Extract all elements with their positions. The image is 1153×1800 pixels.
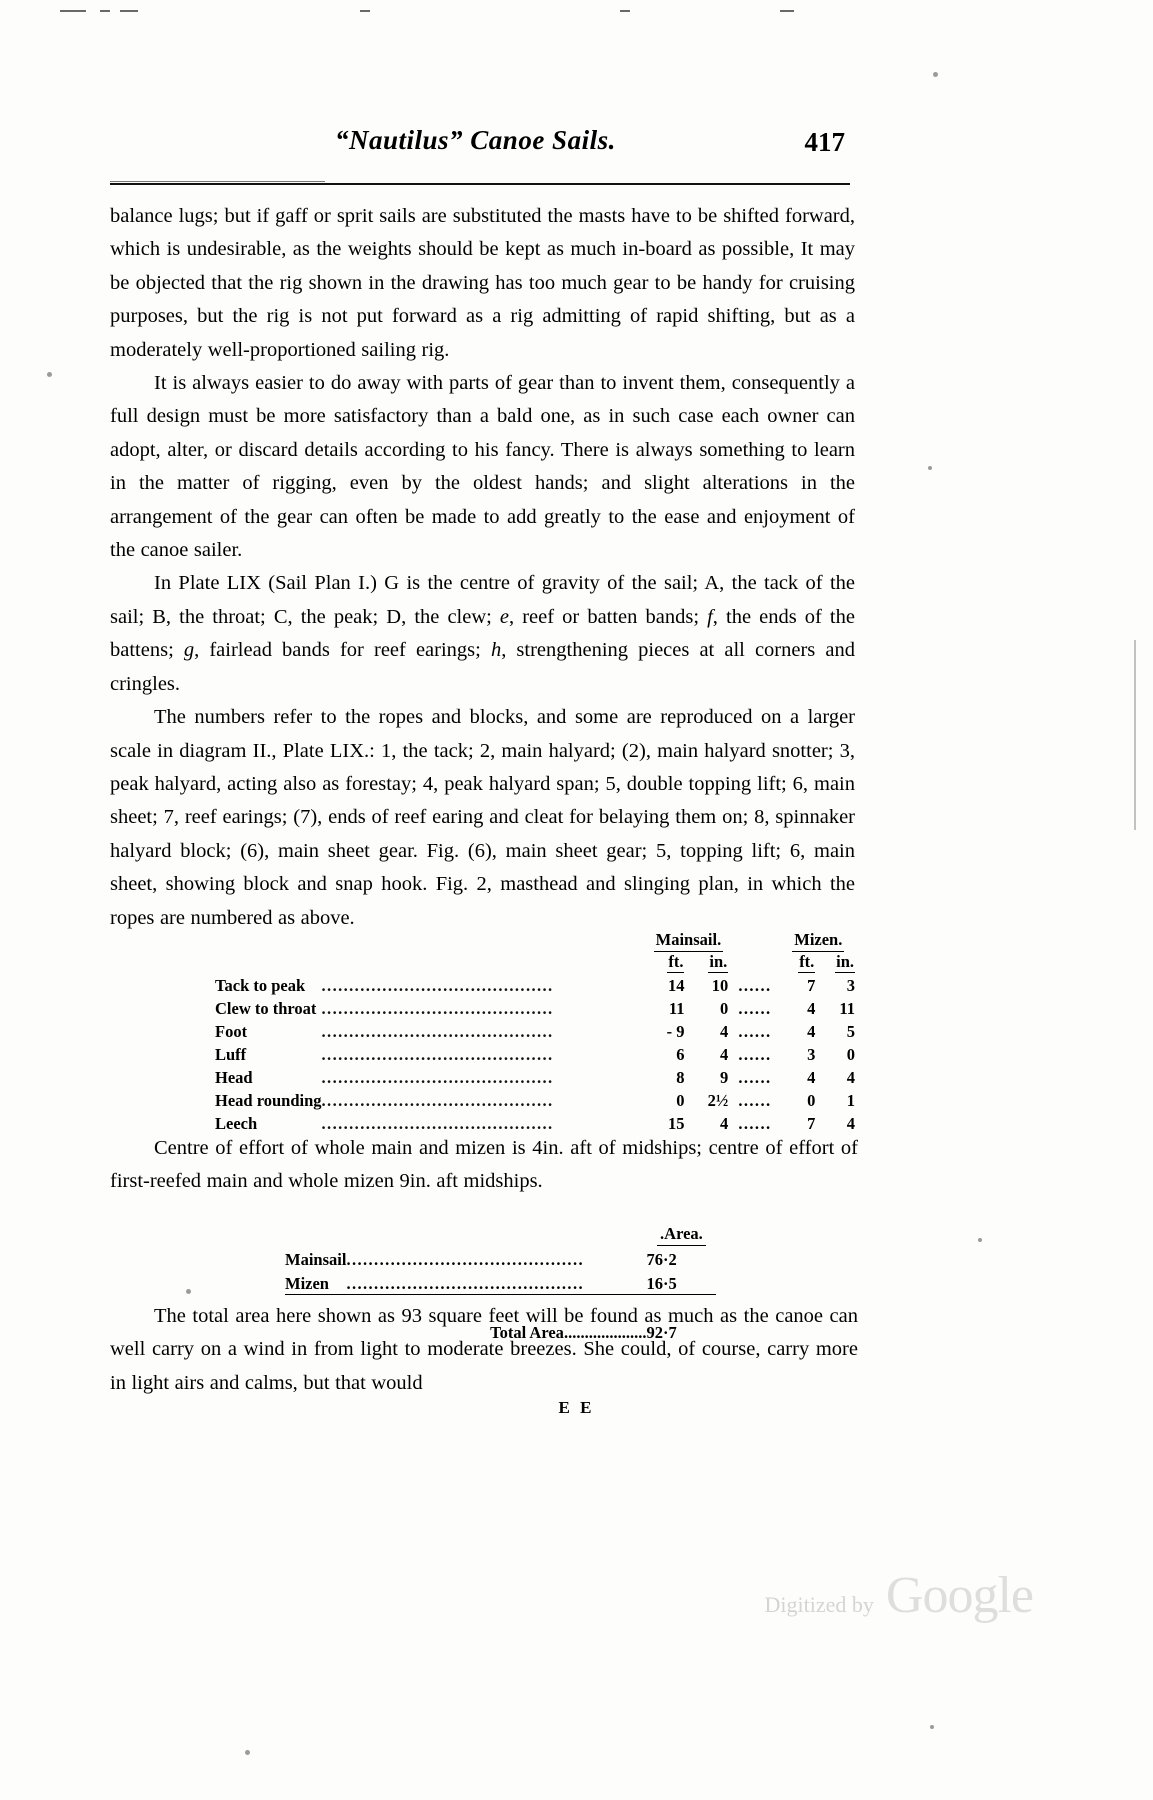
scan-edge-marks	[60, 10, 820, 14]
area-row-label: Mainsail	[285, 1250, 347, 1269]
closing-paragraph-wrap	[110, 1300, 858, 1400]
table-row	[215, 973, 855, 996]
scan-speck	[978, 1238, 982, 1242]
row-miz-in: 4	[846, 1114, 855, 1133]
table-row	[215, 1111, 855, 1134]
row-main-ft: 6	[676, 1045, 685, 1064]
google-brand-text: Google	[885, 1567, 1033, 1624]
row-main-in: 2½	[707, 1091, 729, 1110]
p3-part-c: , the ends of the battens;	[110, 605, 855, 662]
paragraph-2: It is always easier to do away with parts of gear than to invent them, consequently a full design must be more satisfactory than a bald one, as in such case each owner can adopt, alter, or discard details according to his fancy. There is always something to learn in the matter of rigging, even by the oldest hands; and slight alterations in the arrangement of the gear can often be made to add greatly to the ease and enjoyment of the canoe sailer.	[110, 372, 855, 562]
header-rule	[110, 183, 850, 185]
p3-part-end: , strengthening pieces at all corners and cringles.	[110, 639, 855, 695]
row-label: Head	[215, 1068, 253, 1087]
row-miz-ft: 0	[807, 1091, 816, 1110]
italic-f: f	[707, 605, 713, 628]
row-label: Leech	[215, 1114, 258, 1133]
row-leader: ..........................................	[321, 976, 554, 995]
italic-h: h	[490, 639, 502, 662]
group-header-mizen: Mizen.	[792, 930, 844, 952]
area-row-value: 16·5	[646, 1274, 677, 1293]
paragraph-6: The total area here shown as 93 square feet will be found as much as the canoe can well carry on a wind in from light to moderate breezes. She could, of course, carry more in light airs and calms, but that would	[110, 1305, 858, 1394]
digitized-by-label: Digitized by	[764, 1592, 874, 1617]
scan-speck	[928, 466, 932, 470]
table-row	[215, 1065, 855, 1088]
table-row	[215, 1019, 855, 1042]
row-main-ft: 0	[676, 1091, 685, 1110]
row-label: Luff	[215, 1045, 247, 1064]
group-header-mainsail: Mainsail.	[654, 930, 724, 952]
table-unit-header-row	[215, 952, 855, 973]
page-title: “Nautilus” Canoe Sails.	[335, 125, 616, 155]
row-main-ft: 8	[676, 1068, 685, 1087]
unit-main-in: in.	[709, 952, 728, 971]
paragraph-3	[110, 567, 855, 701]
area-total-leader: ....................	[563, 1323, 647, 1342]
row-miz-in: 1	[846, 1091, 855, 1110]
unit-miz-in: in.	[836, 952, 854, 971]
row-leader: ..........................................	[321, 1114, 554, 1133]
row-miz-in: 3	[846, 976, 855, 995]
scan-speck	[245, 1750, 250, 1755]
row-dots: ......	[738, 1091, 772, 1110]
row-main-ft: 11	[668, 999, 685, 1018]
p3-part-b: , reef or batten bands;	[509, 605, 708, 628]
area-row-label: Mizen	[285, 1274, 329, 1293]
row-main-in: 9	[720, 1068, 729, 1087]
area-row-leader: ...........................................	[346, 1250, 585, 1269]
row-miz-ft: 4	[807, 1068, 816, 1087]
table-row	[215, 996, 855, 1019]
scan-speck	[930, 1725, 934, 1729]
row-leader: ..........................................	[321, 999, 554, 1018]
area-row-value: 76·2	[646, 1250, 677, 1269]
p3-part-d: , fairlead bands for reef earings;	[194, 639, 491, 662]
row-main-in: 0	[720, 999, 729, 1018]
row-label: Tack to peak	[215, 976, 306, 995]
page-header	[110, 125, 850, 187]
row-main-in: 4	[720, 1022, 729, 1041]
row-main-in: 4	[720, 1045, 729, 1064]
row-leader: ..........................................	[321, 1022, 554, 1041]
google-watermark	[765, 1566, 1033, 1625]
paragraph-4: The numbers refer to the ropes and blocks, and some are reproduced on a larger scale in diagram II., Plate LIX.: 1, the tack; 2, main halyard; (2), main halyard snotter; 3, peak halyard, acting also as forestay; 4, peak halyard span; 5, double topping lift; 6, main sheet; 7, reef earings; (7), ends of reef earing and cleat for belaying them on; 8, spinnaker halyard block; (6), main sheet gear. Fig. (6), main sheet gear; 5, topping lift; 6, main sheet, showing block and snap hook. Fig. 2, masthead and slinging plan, in which the ropes are numbered as above.	[110, 706, 855, 929]
area-row	[285, 1246, 716, 1270]
scan-speck	[47, 372, 52, 377]
row-dots: ......	[738, 976, 772, 995]
unit-miz-ft: ft.	[799, 952, 815, 971]
row-dots: ......	[738, 1022, 772, 1041]
area-total-value: 92·7	[646, 1323, 677, 1342]
table-row	[215, 1088, 855, 1111]
body-column	[110, 200, 855, 935]
row-miz-ft: 7	[807, 1114, 816, 1133]
row-main-ft: - 9	[666, 1022, 685, 1041]
table-row	[215, 1042, 855, 1065]
area-row	[285, 1270, 716, 1295]
p3-part-a: In Plate LIX (Sail Plan I.) G is the centre of gravity of the sail; A, the tack of the sail; B, the throat; C, the peak; D, the clew;	[110, 572, 855, 628]
italic-e: e	[499, 605, 510, 628]
row-dots: ......	[738, 1114, 772, 1133]
area-header: .Area.	[657, 1224, 706, 1246]
row-label: Clew to throat	[215, 999, 317, 1018]
unit-main-ft: ft.	[668, 952, 684, 971]
row-miz-in: 0	[846, 1045, 855, 1064]
row-label: Head rounding	[215, 1091, 322, 1110]
row-miz-ft: 3	[807, 1045, 816, 1064]
row-leader: ..........................................	[321, 1045, 554, 1064]
measurements-table-wrap	[110, 930, 855, 1134]
italic-g: g	[183, 639, 195, 662]
area-total-label-text: Total Area	[490, 1323, 564, 1342]
row-miz-ft: 7	[807, 976, 816, 995]
centre-of-effort-text-wrap	[110, 1132, 858, 1199]
area-row-leader: ...........................................	[346, 1274, 585, 1293]
row-miz-ft: 4	[807, 1022, 816, 1041]
paragraph-5: Centre of effort of whole main and mizen is 4in. aft of midships; centre of effort of first-reefed main and whole mizen 9in. aft midships.	[110, 1137, 858, 1193]
signature-mark: E E	[558, 1398, 595, 1417]
row-dots: ......	[738, 1068, 772, 1087]
row-main-in: 4	[720, 1114, 729, 1133]
row-leader: ..........................................	[321, 1091, 554, 1110]
paragraph-1: balance lugs; but if gaff or sprit sails are substituted the masts have to be shifted forward, which is undesirable, as the weights should be kept as much in-board as possible, It may be objected that the rig shown in the drawing has too much gear to be handy for cruising purposes, but the rig is not put forward as a rig admitting of rapid shifting, but as a moderately well-proportioned sailing rig.	[110, 205, 855, 361]
row-miz-in: 11	[839, 999, 855, 1018]
row-leader: ..........................................	[321, 1068, 554, 1087]
row-miz-ft: 4	[807, 999, 816, 1018]
row-dots: ......	[738, 999, 772, 1018]
row-main-ft: 15	[667, 1114, 685, 1133]
scan-edge-line	[1134, 640, 1136, 830]
table-group-header-row	[215, 930, 855, 952]
area-header-row	[285, 1222, 716, 1246]
page-number: 417	[804, 127, 845, 157]
row-miz-in: 4	[846, 1068, 855, 1087]
row-label: Foot	[215, 1022, 248, 1041]
row-main-in: 10	[711, 976, 729, 995]
row-main-ft: 14	[667, 976, 685, 995]
measurements-table	[215, 930, 855, 1134]
scan-speck	[933, 72, 938, 77]
row-dots: ......	[738, 1045, 772, 1064]
row-miz-in: 5	[846, 1022, 855, 1041]
